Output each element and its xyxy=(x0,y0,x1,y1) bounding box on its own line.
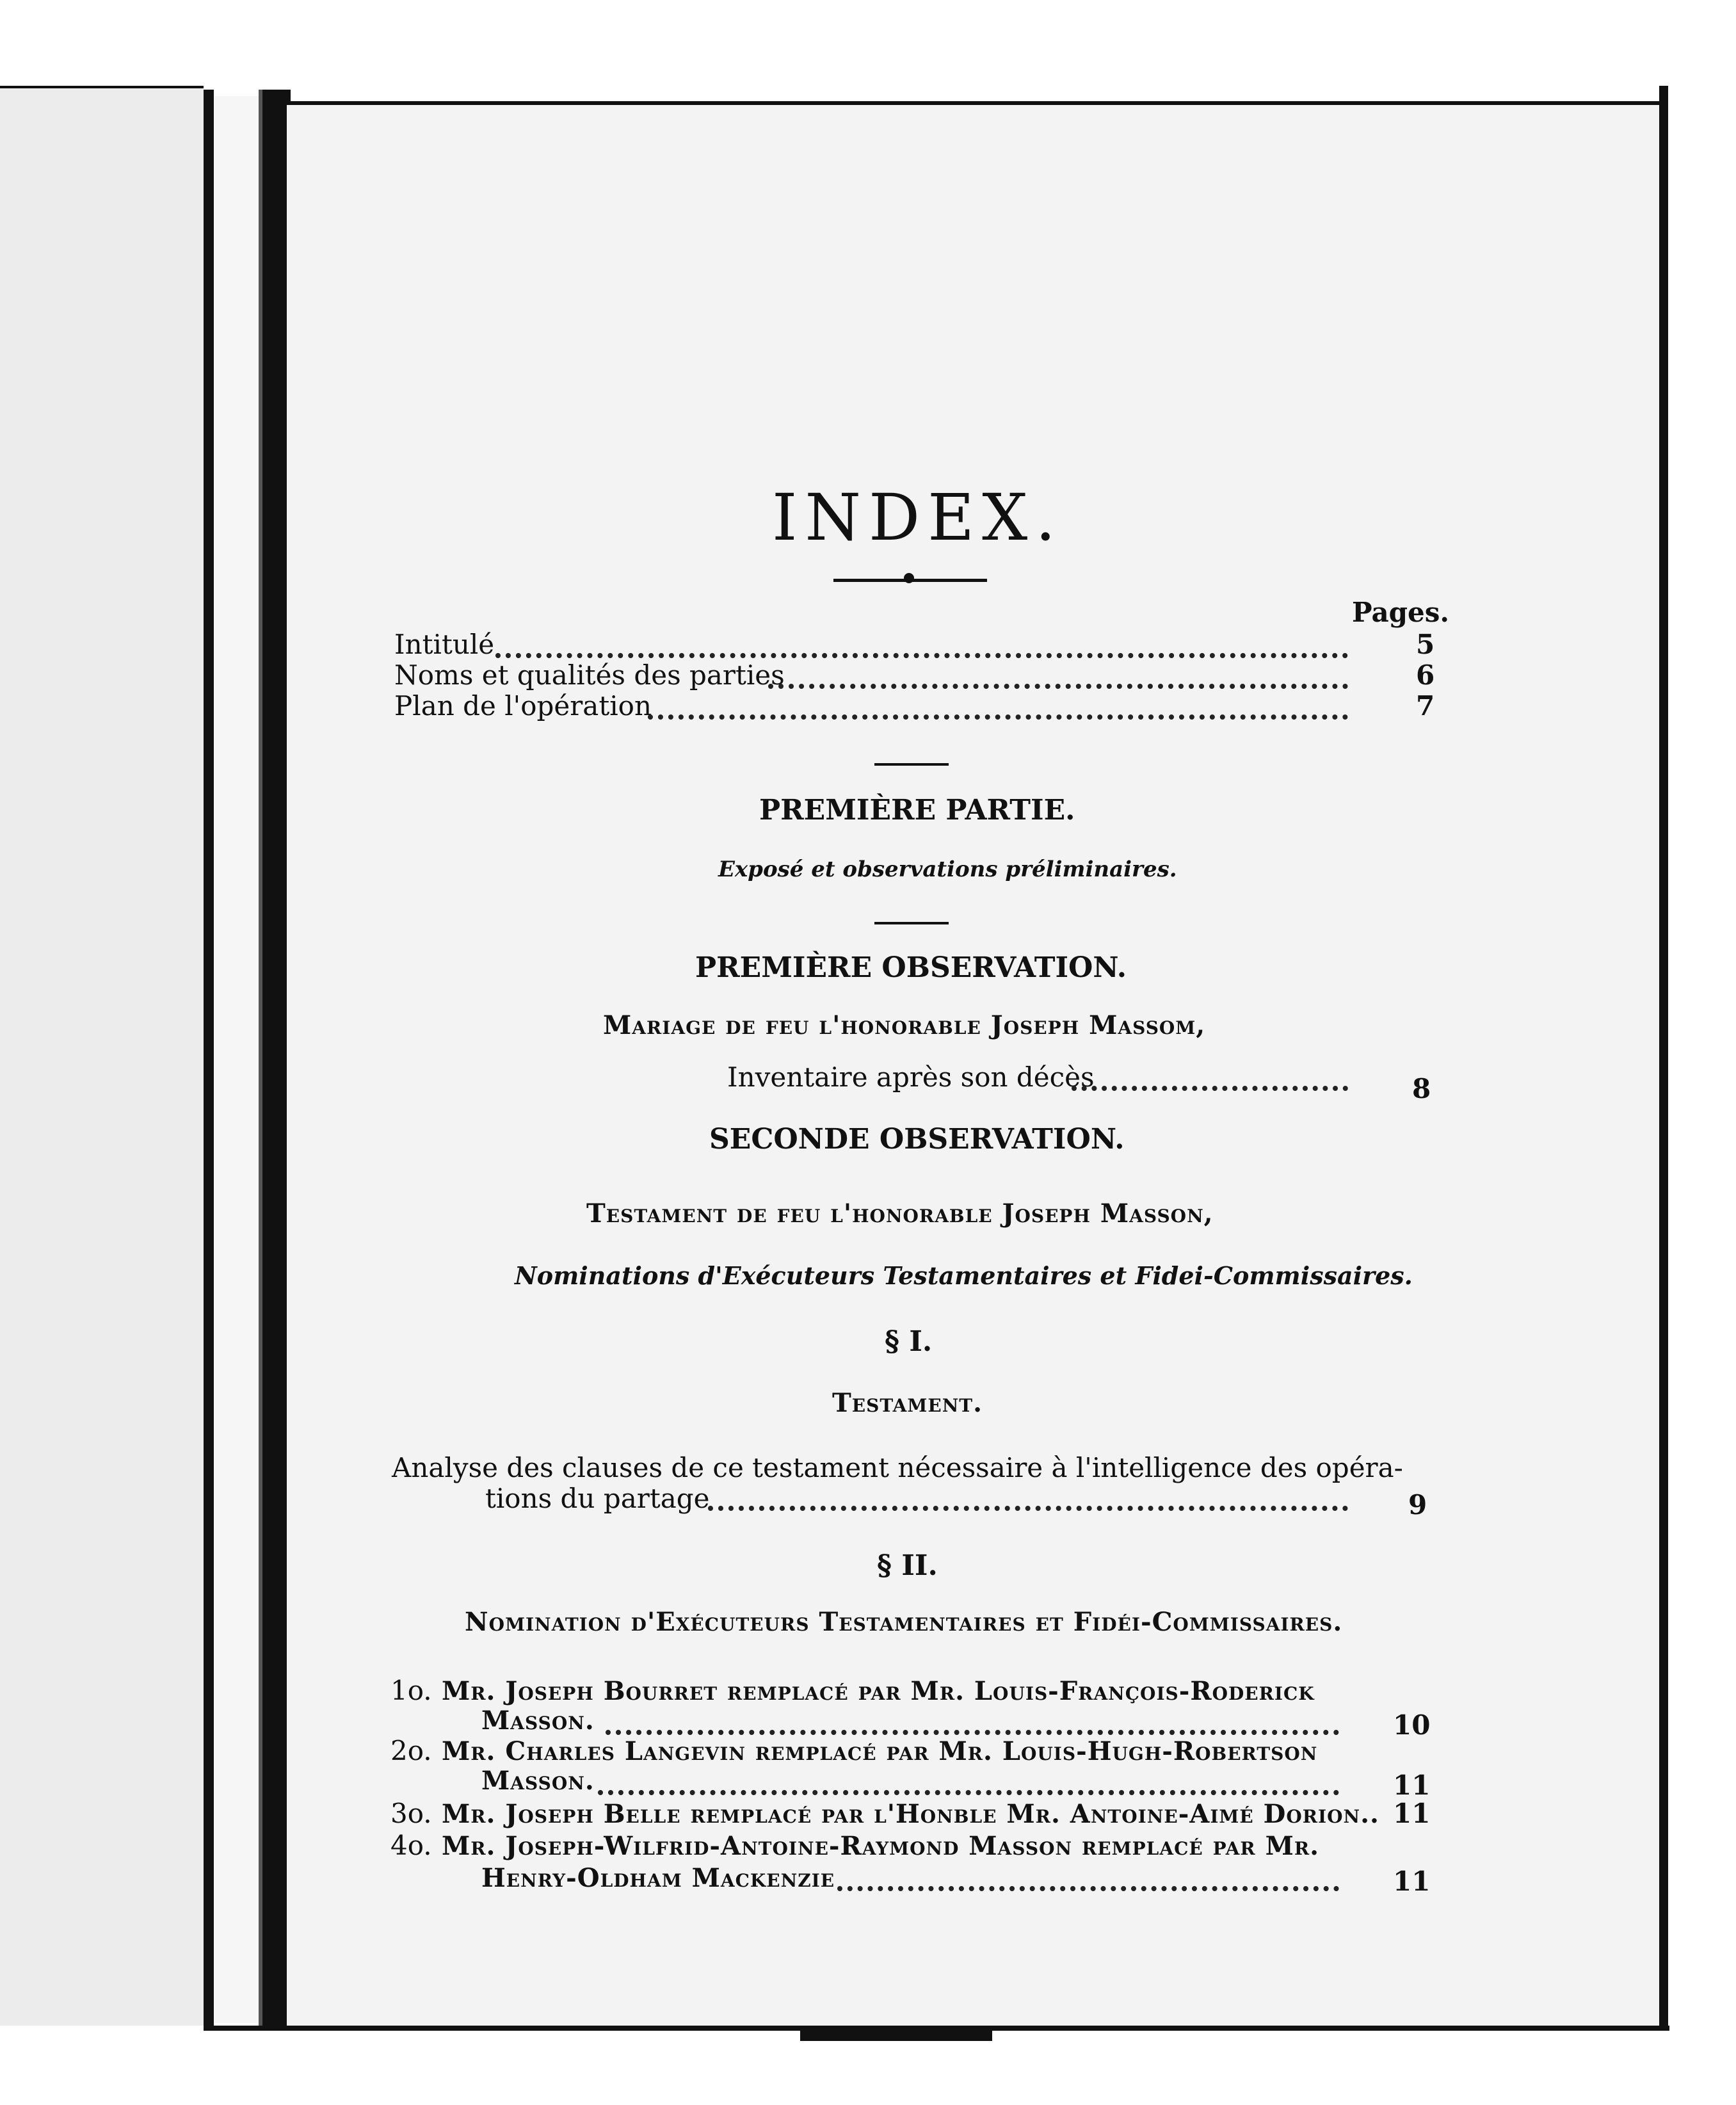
section-rule xyxy=(874,763,949,766)
toc-page-number: 10 xyxy=(1393,1709,1431,1741)
first-observation-subject: Mariage de feu l'honorable Joseph Massom, xyxy=(603,1010,1206,1040)
toc-page-number: 9 xyxy=(1408,1489,1427,1520)
page-title: INDEX. xyxy=(772,480,1064,555)
page-right-edge xyxy=(1659,86,1668,2032)
entry-number: 3o. xyxy=(390,1798,432,1829)
leader-dots xyxy=(648,714,1348,720)
section-2-title: Nomination d'Exécuteurs Testamentaires et Fidéi-Commissaires. xyxy=(465,1607,1343,1637)
binding-strip xyxy=(214,96,259,2023)
leader-dots xyxy=(495,653,1348,658)
leader-dots xyxy=(598,1790,1339,1795)
scan-left-margin xyxy=(0,86,204,2028)
toc-page-number: 6 xyxy=(1416,659,1435,691)
entry-number: 1o. xyxy=(390,1675,432,1706)
toc-page-number: 11 xyxy=(1393,1798,1431,1829)
toc-page-number: 7 xyxy=(1416,690,1435,722)
scan-top-margin xyxy=(0,0,1736,86)
entry-line1: Mr. Joseph-Wilfrid-Antoine-Raymond Masson remplacé par Mr. xyxy=(442,1831,1320,1861)
second-observation-subject: Testament de feu l'honorable Joseph Masson, xyxy=(586,1198,1214,1229)
entry-number: 2o. xyxy=(390,1735,432,1766)
leader-dots xyxy=(606,1730,1339,1735)
part-subtitle: Exposé et observations préliminaires. xyxy=(718,857,1177,882)
page-bottom-edge xyxy=(204,2026,1669,2031)
title-rule-ornament xyxy=(904,573,914,583)
second-observation-subtitle: Nominations d'Exécuteurs Testamentaires et Fidei-Commissaires. xyxy=(515,1261,1413,1290)
pages-column-label: Pages. xyxy=(1352,597,1450,628)
second-observation-heading: SECONDE OBSERVATION. xyxy=(709,1123,1125,1156)
section-rule xyxy=(874,922,949,924)
section-2-symbol: § II. xyxy=(877,1549,938,1582)
entry-line1: Mr. Joseph Belle remplacé par l'Honble Mr. Antoine-Aimé Dorion.. xyxy=(442,1799,1379,1829)
section-1-entry-line2: tions du partage xyxy=(485,1483,710,1514)
binding-edge xyxy=(204,90,214,2029)
entry-number: 4o. xyxy=(390,1830,432,1861)
toc-entry-inventaire: Inventaire après son décès xyxy=(727,1061,1095,1093)
entry-line2: Masson. xyxy=(481,1706,595,1736)
binding-shadow xyxy=(259,90,291,2029)
leader-dots xyxy=(768,684,1348,689)
entry-line1: Mr. Joseph Bourret remplacé par Mr. Louis-François-Roderick xyxy=(442,1676,1315,1706)
part-heading: PREMIÈRE PARTIE. xyxy=(759,794,1075,827)
toc-entry-intitule: Intitulé xyxy=(394,629,495,660)
page-bottom-notch xyxy=(800,2031,992,2041)
entry-line2: Henry-Oldham Mackenzie xyxy=(481,1863,835,1893)
toc-entry-noms: Noms et qualités des parties xyxy=(394,659,785,691)
entry-line2: Masson. xyxy=(481,1766,595,1796)
leader-dots xyxy=(1072,1086,1348,1091)
first-observation-heading: PREMIÈRE OBSERVATION. xyxy=(695,951,1127,984)
leader-dots xyxy=(708,1506,1348,1511)
leader-dots xyxy=(837,1886,1339,1891)
section-1-title: Testament. xyxy=(832,1388,983,1418)
toc-page-number: 11 xyxy=(1393,1866,1431,1897)
toc-page-number: 11 xyxy=(1393,1770,1431,1801)
section-1-symbol: § I. xyxy=(885,1325,933,1358)
toc-entry-plan: Plan de l'opération xyxy=(394,690,652,722)
toc-page-number: 5 xyxy=(1416,629,1435,660)
entry-line1: Mr. Charles Langevin remplacé par Mr. Louis-Hugh-Robertson xyxy=(442,1736,1318,1766)
toc-page-number: 8 xyxy=(1412,1073,1431,1104)
section-1-entry-line1: Analyse des clauses de ce testament nécessaire à l'intelligence des opéra- xyxy=(392,1452,1403,1483)
